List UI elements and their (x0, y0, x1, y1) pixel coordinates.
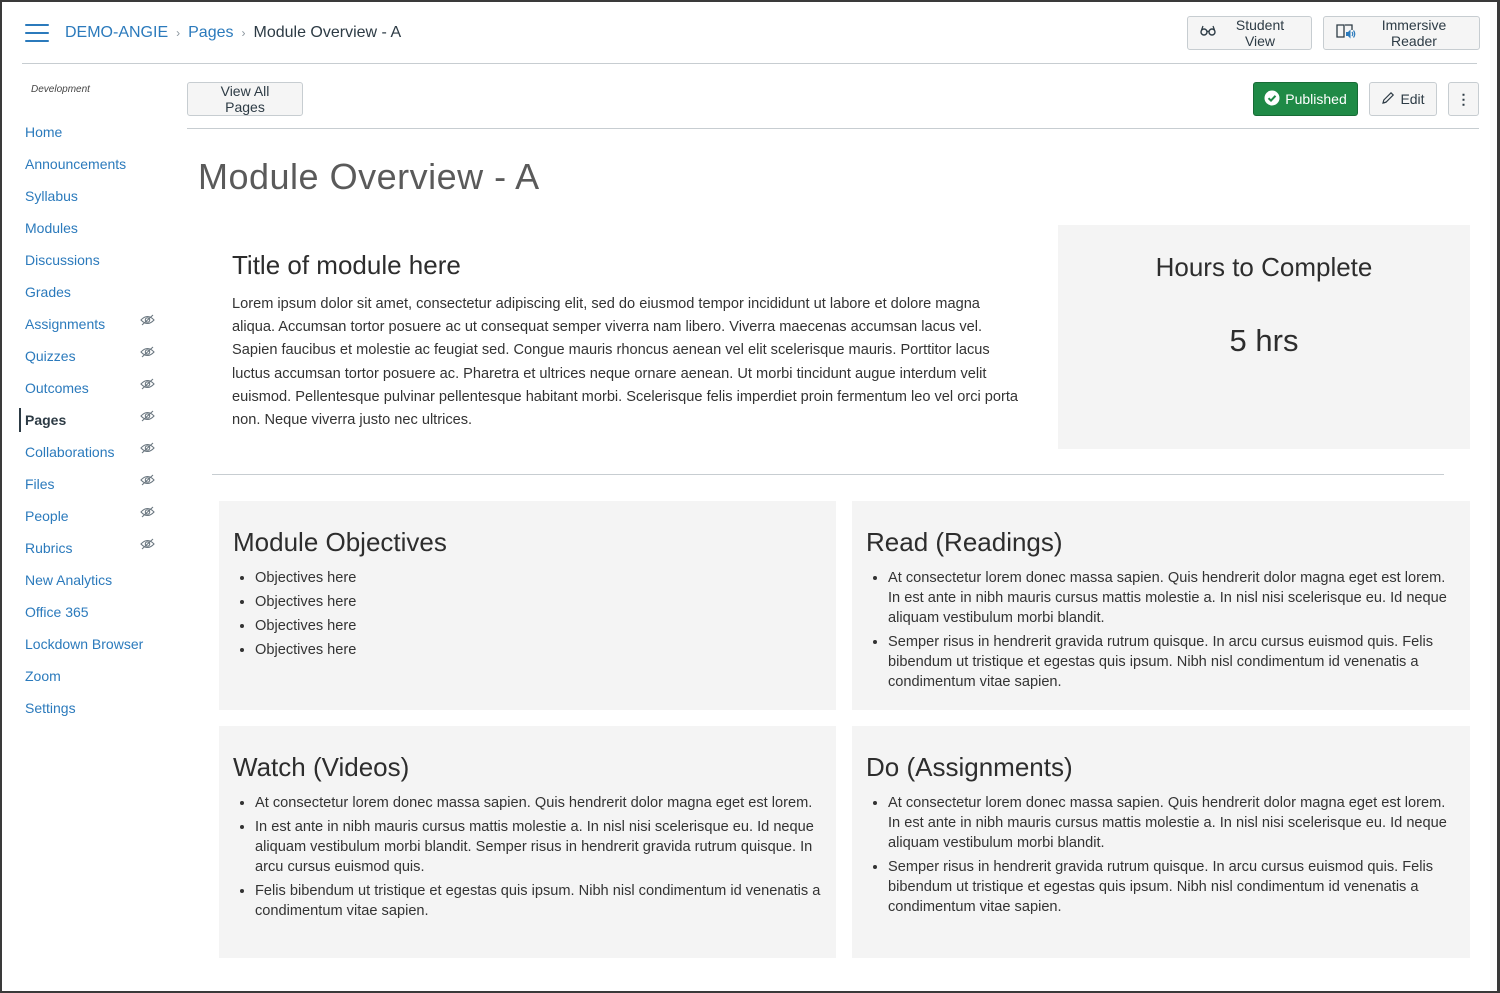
sidebar-item-label[interactable]: Discussions (25, 252, 100, 268)
published-label: Published (1285, 91, 1347, 107)
module-intro (232, 250, 1022, 432)
module-objectives-card (219, 501, 836, 710)
list-item: • At consectetur lorem donec massa sapien. Quis hendrerit dolor magna eget est lorem. In est ante in nibh mauris cursus mattis molestie a. In nisl nisi scelerisque eu. Id neque aliquam vestibulum morbi blandit. (888, 568, 1456, 628)
eye-slash-icon (140, 442, 155, 457)
eye-slash-icon (140, 506, 155, 521)
course-nav-sidebar (25, 84, 165, 724)
sidebar-item-zoom[interactable] (25, 660, 165, 692)
card-heading: Module Objectives (233, 527, 447, 557)
sidebar-item-modules[interactable] (25, 212, 165, 244)
sidebar-item-label[interactable]: Collaborations (25, 444, 115, 460)
breadcrumb-course-link[interactable]: DEMO-ANGIE (65, 23, 169, 41)
sidebar-item-syllabus[interactable] (25, 180, 165, 212)
sidebar-item-label[interactable]: Assignments (25, 316, 106, 332)
card-list (866, 793, 1456, 917)
edit-button[interactable] (1369, 82, 1437, 116)
published-button[interactable] (1253, 82, 1358, 116)
card-heading: Read (Readings) (866, 527, 1063, 557)
sidebar-item-label[interactable]: Zoom (25, 668, 61, 684)
sidebar-item-home[interactable] (25, 116, 165, 148)
card-list (866, 568, 1456, 692)
sidebar-item-label[interactable]: Modules (25, 220, 78, 236)
sidebar-item-label[interactable]: Syllabus (25, 188, 78, 204)
sidebar-item-label[interactable]: Settings (25, 700, 76, 716)
sidebar-item-label[interactable]: Home (25, 124, 63, 140)
view-all-pages-button[interactable]: View All Pages (187, 82, 303, 116)
eye-slash-icon (140, 410, 155, 425)
page-toolbar (187, 82, 1479, 129)
sidebar-item-pages[interactable] (25, 404, 165, 436)
hours-to-complete-panel (1058, 225, 1470, 449)
readings-card (852, 501, 1470, 710)
pencil-icon (1381, 91, 1395, 108)
hours-value: 5 hrs (1229, 323, 1299, 358)
more-options-button[interactable] (1448, 82, 1479, 116)
hamburger-menu-icon[interactable] (25, 24, 49, 42)
hours-heading: Hours to Complete (1155, 252, 1373, 282)
card-heading: Do (Assignments) (866, 752, 1073, 782)
sidebar-item-label[interactable]: Grades (25, 284, 71, 300)
eye-slash-icon (140, 314, 155, 329)
list-item: • Semper risus in hendrerit gravida rutrum quisque. In arcu cursus euismod quis. Felis bibendum ut tristique et egestas quis ipsum. Nibh nisl condimentum id venenatis a condimentum vitae sapien. (888, 857, 1456, 917)
sidebar-item-lockdown-browser[interactable] (25, 628, 165, 660)
sidebar-item-discussions[interactable] (25, 244, 165, 276)
sidebar-item-rubrics[interactable] (25, 532, 165, 564)
sidebar-item-quizzes[interactable] (25, 340, 165, 372)
sidebar-item-announcements[interactable] (25, 148, 165, 180)
term-label: Development (31, 84, 90, 95)
student-view-button[interactable] (1187, 16, 1312, 50)
glasses-icon (1200, 25, 1216, 40)
card-heading: Watch (Videos) (233, 752, 410, 782)
list-item: • Objectives here (255, 592, 822, 612)
sidebar-item-label[interactable]: Announcements (25, 156, 127, 172)
list-item: • Objectives here (255, 616, 822, 636)
eye-slash-icon (140, 538, 155, 553)
canvas-window (2, 2, 1497, 991)
list-item: • Semper risus in hendrerit gravida rutrum quisque. In arcu cursus euismod quis. Felis bibendum ut tristique et egestas quis ipsum. Nibh nisl condimentum id venenatis a condimentum vitae sapien. (888, 632, 1456, 692)
course-nav-list (25, 116, 165, 724)
sidebar-item-label[interactable]: Rubrics (25, 540, 73, 556)
sidebar-item-grades[interactable] (25, 276, 165, 308)
list-item: • Felis bibendum ut tristique et egestas quis ipsum. Nibh nisl condimentum id venenatis a condimentum vitae sapien. (255, 881, 822, 921)
card-list (233, 793, 822, 921)
eye-slash-icon (140, 378, 155, 393)
breadcrumb (65, 24, 401, 42)
sidebar-item-files[interactable] (25, 468, 165, 500)
sidebar-item-assignments[interactable] (25, 308, 165, 340)
immersive-reader-icon (1336, 23, 1356, 43)
assignments-card (852, 726, 1470, 958)
chevron-right-icon: › (241, 25, 246, 40)
card-list (233, 568, 822, 660)
sidebar-item-label[interactable]: Pages (25, 412, 67, 428)
module-intro-body: Lorem ipsum dolor sit amet, consectetur adipiscing elit, sed do eiusmod tempor incididunt ut labore et dolore magna aliqua. Accumsan tortor posuere ac ut consequat semper viverra nam libero. Viverra maecenas accumsan lacus vel. Sapien faucibus et molestie ac feugiat sed. Congue mauris rhoncus aenean vel elit scelerisque mauris. Porttitor lacus luctus accumsan tortor posuere ac. Pharetra et ultrices neque ornare aenean. Ut morbi tincidunt augue interdum velit euismod. Pellentesque pulvinar pellentesque habitant morbi. Scelerisque felis imperdiet proin fermentum leo vel orci porta non. Neque viverra justo nec ultrices. (232, 296, 1019, 429)
kebab-menu-icon: ⋮ (1456, 90, 1471, 107)
breadcrumb-pages-link[interactable]: Pages (188, 23, 234, 41)
sidebar-item-outcomes[interactable] (25, 372, 165, 404)
chevron-right-icon: › (176, 25, 181, 40)
sidebar-item-label[interactable]: People (25, 508, 69, 524)
content-divider (212, 474, 1444, 475)
sidebar-item-new-analytics[interactable] (25, 564, 165, 596)
list-item: • Objectives here (255, 568, 822, 588)
sidebar-item-label[interactable]: Office 365 (25, 604, 89, 620)
breadcrumb-current-page: Module Overview - A (253, 23, 402, 41)
page-toolbar-actions (1253, 82, 1479, 116)
sidebar-item-collaborations[interactable] (25, 436, 165, 468)
top-header (22, 2, 1477, 64)
videos-card (219, 726, 836, 958)
immersive-reader-label: Immersive Reader (1381, 16, 1447, 49)
sidebar-item-people[interactable] (25, 500, 165, 532)
sidebar-item-label[interactable]: Outcomes (25, 380, 89, 396)
list-item: • At consectetur lorem donec massa sapien. Quis hendrerit dolor magna eget est lorem. (255, 793, 822, 813)
sidebar-item-office-365[interactable] (25, 596, 165, 628)
list-item: • Objectives here (255, 640, 822, 660)
student-view-label: Student View (1235, 16, 1285, 49)
sidebar-item-label[interactable]: Files (25, 476, 55, 492)
sidebar-item-label[interactable]: Lockdown Browser (25, 636, 144, 652)
sidebar-item-settings[interactable] (25, 692, 165, 724)
check-circle-icon (1264, 90, 1280, 109)
sidebar-item-label[interactable]: New Analytics (25, 572, 113, 588)
edit-label: Edit (1400, 91, 1425, 107)
list-item: • In est ante in nibh mauris cursus mattis molestie a. In nisl nisi scelerisque eu. Id neque aliquam vestibulum morbi blandit. Semper risus in hendrerit gravida rutrum quisque. In arcu cursus euismod quis. (255, 817, 822, 877)
sidebar-item-label[interactable]: Quizzes (25, 348, 76, 364)
module-intro-heading: Title of module here (232, 250, 461, 280)
page-title: Module Overview - A (198, 156, 540, 197)
immersive-reader-button[interactable] (1323, 16, 1480, 50)
list-item: • At consectetur lorem donec massa sapien. Quis hendrerit dolor magna eget est lorem. In est ante in nibh mauris cursus mattis molestie a. In nisl nisi scelerisque eu. Id neque aliquam vestibulum morbi blandit. (888, 793, 1456, 853)
eye-slash-icon (140, 346, 155, 361)
eye-slash-icon (140, 474, 155, 489)
header-actions (1187, 16, 1480, 50)
